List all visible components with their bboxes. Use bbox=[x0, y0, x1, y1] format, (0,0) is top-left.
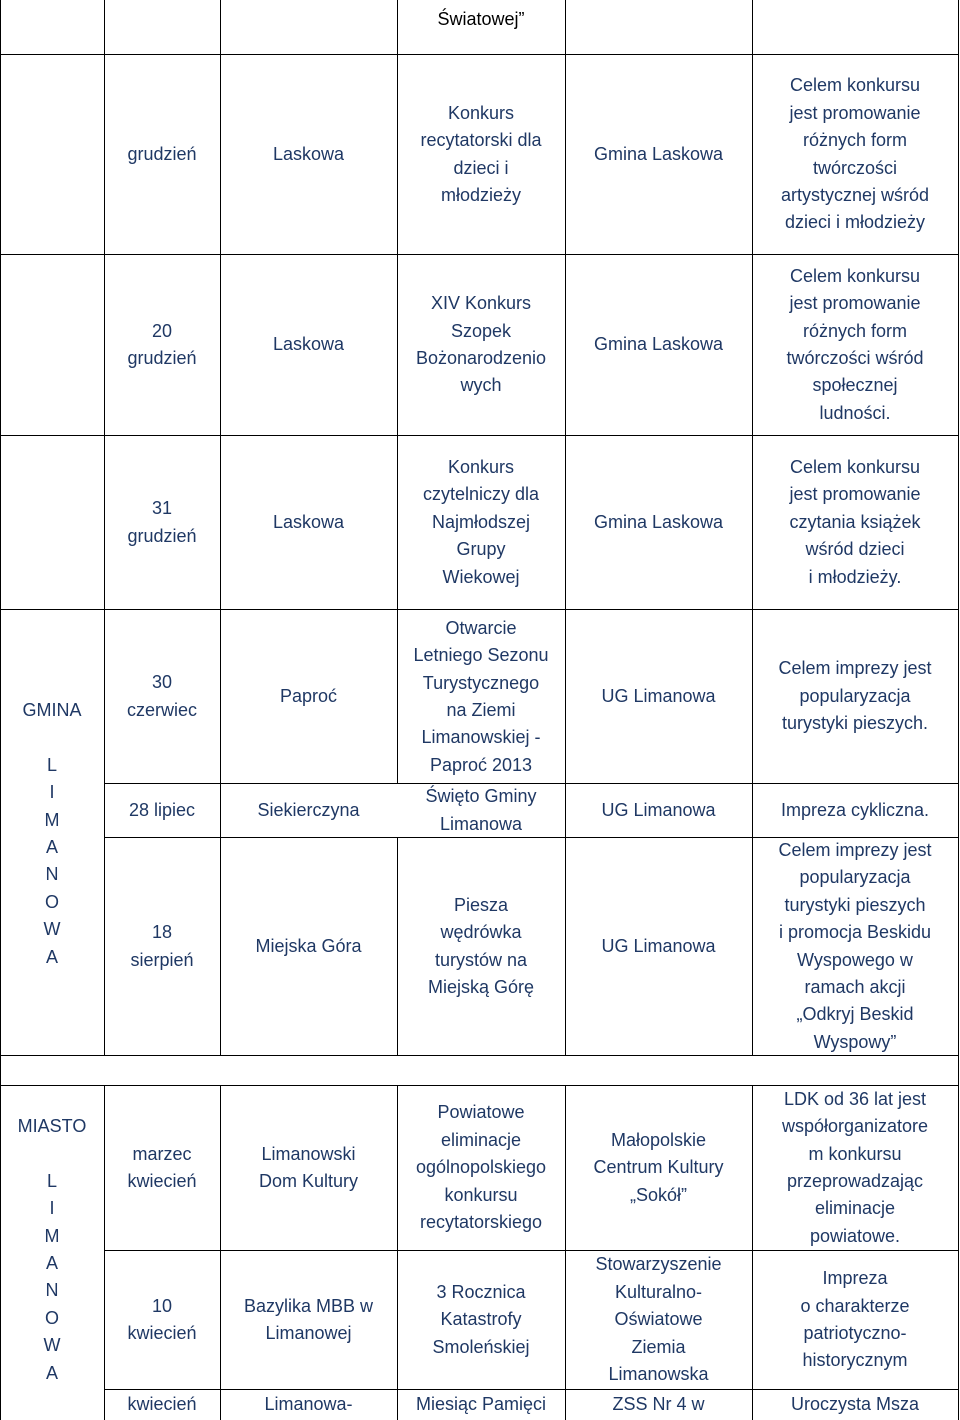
table-cell-place: Paproć bbox=[279, 685, 338, 706]
table-cell-goal: Uroczysta Msza bbox=[790, 1394, 920, 1415]
table-cell-goal: LDK od 36 lat jest współorganizatore m konkursu przeprowadzając eliminacje powiatowe. bbox=[781, 1088, 929, 1246]
table-cell-date: 18 sierpień bbox=[130, 922, 194, 970]
table-cell-place: Siekierczyna bbox=[257, 799, 360, 820]
table-cell-activity: XIV Konkurs Szopek Bożonarodzenio wych bbox=[415, 293, 547, 396]
section-label-miasto: MIASTO L I M A N O W A bbox=[17, 1116, 87, 1383]
table-cell-activity: Piesza wędrówka turystów na Miejską Górę bbox=[427, 894, 535, 997]
table-cell-goal: Impreza o charakterze patriotyczno- historycznym bbox=[800, 1268, 910, 1371]
table-cell-goal: Celem imprezy jest popularyzacja turystyki pieszych i promocja Beskidu Wyspowego w ramach akcji „Odkryj Beskid Wyspowy” bbox=[778, 839, 932, 1052]
table-cell-organizer: Gmina Laskowa bbox=[593, 334, 724, 355]
grid-line bbox=[958, 0, 959, 1420]
table-cell-place: Laskowa bbox=[272, 511, 345, 532]
table-cell-activity: Miesiąc Pamięci bbox=[415, 1394, 547, 1415]
table-cell-goal: Celem konkursu jest promowanie czytania książek wśród dzieci i młodzieży. bbox=[789, 456, 921, 587]
table-cell-organizer: Stowarzyszenie Kulturalno- Oświatowe Ziemia Limanowska bbox=[595, 1254, 722, 1385]
table-cell-place: Limanowa- bbox=[264, 1394, 353, 1415]
table-cell-activity: Światowej” bbox=[437, 9, 525, 30]
table-cell-place: Limanowski Dom Kultury bbox=[258, 1143, 359, 1191]
table-cell-goal: Impreza cykliczna. bbox=[780, 799, 930, 820]
table-cell-date: 31 grudzień bbox=[127, 498, 197, 546]
table-cell-organizer: UG Limanowa bbox=[601, 935, 716, 956]
table-cell-organizer: ZSS Nr 4 w bbox=[612, 1394, 705, 1415]
table-cell-organizer: UG Limanowa bbox=[601, 799, 716, 820]
grid-line bbox=[0, 1055, 1, 1085]
table-cell-date: 28 lipiec bbox=[128, 799, 196, 820]
table-cell-goal: Celem imprezy jest popularyzacja turystyki pieszych. bbox=[778, 658, 932, 734]
table-cell-place: Laskowa bbox=[272, 334, 345, 355]
table-cell-organizer: Gmina Laskowa bbox=[593, 511, 724, 532]
table-cell-place: Bazylika MBB w Limanowej bbox=[243, 1295, 374, 1343]
table-cell-activity: 3 Rocznica Katastrofy Smoleńskiej bbox=[432, 1281, 530, 1357]
table-cell-activity: Konkurs czytelniczy dla Najmłodszej Grupy Wiekowej bbox=[422, 456, 540, 587]
table-cell-date: kwiecień bbox=[127, 1394, 197, 1415]
table-cell-activity: Powiatowe eliminacje ogólnopolskiego konkursu recytatorskiego bbox=[415, 1102, 547, 1233]
table-cell-organizer: UG Limanowa bbox=[601, 685, 716, 706]
table-cell-organizer: Gmina Laskowa bbox=[593, 143, 724, 164]
table-cell-activity: Otwarcie Letniego Sezonu Turystycznego na Ziemi Limanowskiej - Paproć 2013 bbox=[413, 617, 549, 775]
table-cell-goal: Celem konkursu jest promowanie różnych form twórczości wśród społecznej ludności. bbox=[786, 265, 924, 423]
table-cell-place: Miejska Góra bbox=[255, 935, 362, 956]
table-cell-place: Laskowa bbox=[272, 143, 345, 164]
table-cell-organizer: Małopolskie Centrum Kultury „Sokół” bbox=[593, 1129, 724, 1205]
table-cell-date: 10 kwiecień bbox=[127, 1295, 197, 1343]
table-cell-activity: Święto Gminy Limanowa bbox=[397, 784, 565, 837]
table-cell-goal: Celem konkursu jest promowanie różnych form twórczości artystycznej wśród dzieci i młodzieży bbox=[780, 75, 930, 233]
table-cell-date: marzec kwiecień bbox=[127, 1143, 197, 1191]
table-cell-date: 20 grudzień bbox=[127, 320, 197, 368]
table-cell-date: 30 czerwiec bbox=[126, 672, 197, 720]
table-cell-date: grudzień bbox=[127, 143, 197, 164]
table-cell-activity: Konkurs recytatorski dla dzieci i młodzieży bbox=[420, 102, 542, 205]
section-label-gmina: GMINA L I M A N O W A bbox=[22, 700, 82, 967]
